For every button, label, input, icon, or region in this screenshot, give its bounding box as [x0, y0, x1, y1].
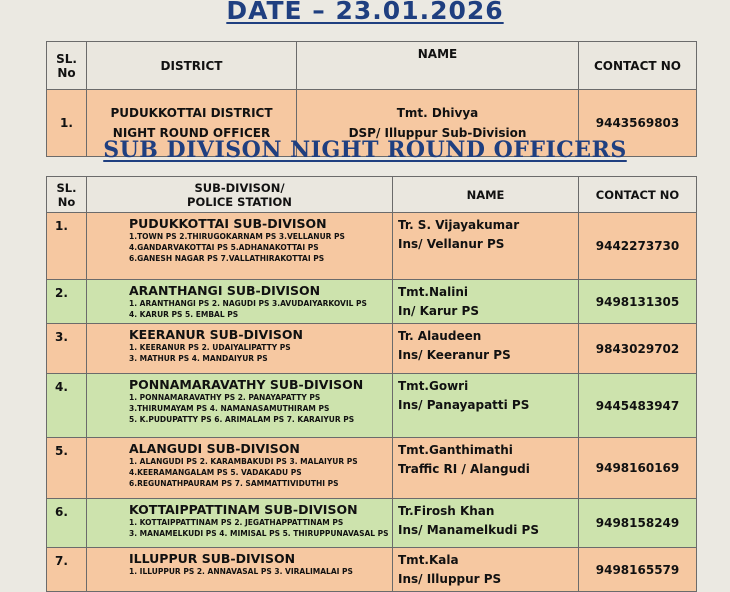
officer-cell [393, 324, 579, 374]
contact-number: 9442273730 [579, 213, 697, 280]
police-stations-line: 4.GANDARVAKOTTAI PS 5.ADHANAKOTTAI PS [129, 243, 319, 252]
police-stations-line: 1. ILLUPPUR PS 2. ANNAVASAL PS 3. VIRALIMALAI PS [129, 567, 353, 576]
subdivision-cell [87, 548, 393, 592]
header-sl: SL. No [47, 42, 87, 90]
police-stations-line: 1.TOWN PS 2.THIRUGOKARNAM PS 3.VELLANUR PS [129, 232, 345, 241]
subdivision-officers-table [46, 176, 697, 592]
police-stations-line: 1. KEERANUR PS 2. UDAIYALIPATTY PS [129, 343, 291, 352]
table-row [47, 374, 697, 438]
subdivision-name: KEERANUR SUB-DIVISON [129, 327, 303, 342]
date-title-text: DATE – 23.01.2026 [226, 0, 504, 25]
row-sl-text: 5. [55, 444, 68, 458]
officer-name: Tr. Alaudeen [398, 329, 482, 343]
row-sl-text: 6. [55, 505, 68, 519]
police-stations-line: 3. MANAMELKUDI PS 4. MIMISAL PS 5. THIRUPPUNAVASAL PS [129, 529, 389, 538]
officer-name: Tmt.Ganthimathi [398, 443, 513, 457]
subdivision-name: KOTTAIPPATTINAM SUB-DIVISON [129, 502, 358, 517]
police-stations-line: 4. KARUR PS 5. EMBAL PS [129, 310, 239, 319]
row-sl [47, 438, 87, 499]
row-sl [47, 213, 87, 280]
row-sl-text: 2. [55, 286, 68, 300]
header-district: DISTRICT [87, 42, 297, 90]
officer-post: Ins/ Panayapatti PS [398, 398, 530, 412]
header-subdivision: SUB-DIVISON/ POLICE STATION [87, 177, 393, 213]
contact-number: 9498165579 [579, 548, 697, 592]
officer-cell [393, 548, 579, 592]
row-sl-text: 4. [55, 380, 68, 394]
header-name: NAME [393, 177, 579, 213]
row-sl [47, 324, 87, 374]
police-stations-line: 6.REGUNATHPAURAM PS 7. SAMMATTIVIDUTHI PS [129, 479, 339, 488]
officer-post: Ins/ Manamelkudi PS [398, 523, 539, 537]
section-title-text: SUB DIVISON NIGHT ROUND OFFICERS [103, 137, 627, 163]
officer-name: Tmt.Kala [398, 553, 459, 567]
row-sl-text: 7. [55, 554, 68, 568]
officer-name: Tr.Firosh Khan [398, 504, 495, 518]
police-stations-line: 1. KOTTAIPPATTINAM PS 2. JEGATHAPPATTINAM PS [129, 518, 344, 527]
officers-table-header [47, 177, 697, 213]
police-stations-line: 3.THIRUMAYAM PS 4. NAMANASAMUTHIRAM PS [129, 404, 330, 413]
district-table-header [47, 42, 697, 90]
row-sl [47, 280, 87, 324]
police-stations-line: 1. ALANGUDI PS 2. KARAMBAKUDI PS 3. MALAIYUR PS [129, 457, 358, 466]
table-row [47, 499, 697, 548]
row-sl-text: 3. [55, 330, 68, 344]
header-sl: SL. No [47, 177, 87, 213]
police-stations-line: 6.GANESH NAGAR PS 7.VALLATHIRAKOTTAI PS [129, 254, 325, 263]
district-cell: PUDUKKOTTAI DISTRICT NIGHT ROUND OFFICER [87, 90, 297, 157]
subdivision-name: ALANGUDI SUB-DIVISON [129, 441, 300, 456]
table-row [47, 548, 697, 592]
row-sl: 1. [47, 90, 87, 157]
subdivision-name: ARANTHANGI SUB-DIVISON [129, 283, 321, 298]
officer-post: In/ Karur PS [398, 304, 479, 318]
contact-number: 9843029702 [579, 324, 697, 374]
police-stations-line: 5. K.PUDUPATTY PS 6. ARIMALAM PS 7. KARAIYUR PS [129, 415, 355, 424]
subdivision-cell [87, 213, 393, 280]
police-stations-line: 1. ARANTHANGI PS 2. NAGUDI PS 3.AVUDAIYARKOVIL PS [129, 299, 367, 308]
row-sl-text: 1. [55, 219, 68, 233]
table-row [47, 438, 697, 499]
subdivision-cell [87, 280, 393, 324]
contact-number: 9445483947 [579, 374, 697, 438]
subdivision-cell [87, 499, 393, 548]
subdivision-name: PUDUKKOTTAI SUB-DIVISON [129, 216, 327, 231]
district-officer-cell: Tmt. Dhivya DSP/ Illuppur Sub-Division [297, 90, 579, 157]
table-row [47, 213, 697, 280]
row-sl [47, 548, 87, 592]
officer-name: Tmt.Nalini [398, 285, 469, 299]
officer-post: Ins/ Vellanur PS [398, 237, 505, 251]
header-contact: CONTACT NO [579, 42, 697, 90]
header-name: NAME [297, 42, 579, 90]
row-sl [47, 374, 87, 438]
officer-cell [393, 213, 579, 280]
contact-number: 9498158249 [579, 499, 697, 548]
officer-rows [47, 213, 697, 592]
officer-cell [393, 438, 579, 499]
officer-cell [393, 499, 579, 548]
row-sl [47, 499, 87, 548]
subdivision-cell [87, 438, 393, 499]
police-stations-line: 3. MATHUR PS 4. MANDAIYUR PS [129, 354, 268, 363]
contact-number: 9498131305 [579, 280, 697, 324]
officer-name: Tmt.Gowri [398, 379, 469, 393]
header-contact: CONTACT NO [579, 177, 697, 213]
officer-name: Tr. S. Vijayakumar [398, 218, 520, 232]
subdivision-cell [87, 374, 393, 438]
section-title [0, 137, 730, 163]
police-stations-line: 1. PONNAMARAVATHY PS 2. PANAYAPATTY PS [129, 393, 321, 402]
police-stations-line: 4.KEERAMANGALAM PS 5. VADAKADU PS [129, 468, 302, 477]
table-row [47, 280, 697, 324]
officer-cell [393, 280, 579, 324]
subdivision-name: ILLUPPUR SUB-DIVISON [129, 551, 296, 566]
officer-cell [393, 374, 579, 438]
date-title [0, 0, 730, 25]
subdivision-cell [87, 324, 393, 374]
table-row [47, 324, 697, 374]
officer-post: Ins/ Keeranur PS [398, 348, 511, 362]
officer-post: Traffic RI / Alangudi [398, 462, 530, 476]
contact-number: 9498160169 [579, 438, 697, 499]
subdivision-name: PONNAMARAVATHY SUB-DIVISON [129, 377, 364, 392]
district-contact: 9443569803 [579, 90, 697, 157]
officer-post: Ins/ Illuppur PS [398, 572, 502, 586]
